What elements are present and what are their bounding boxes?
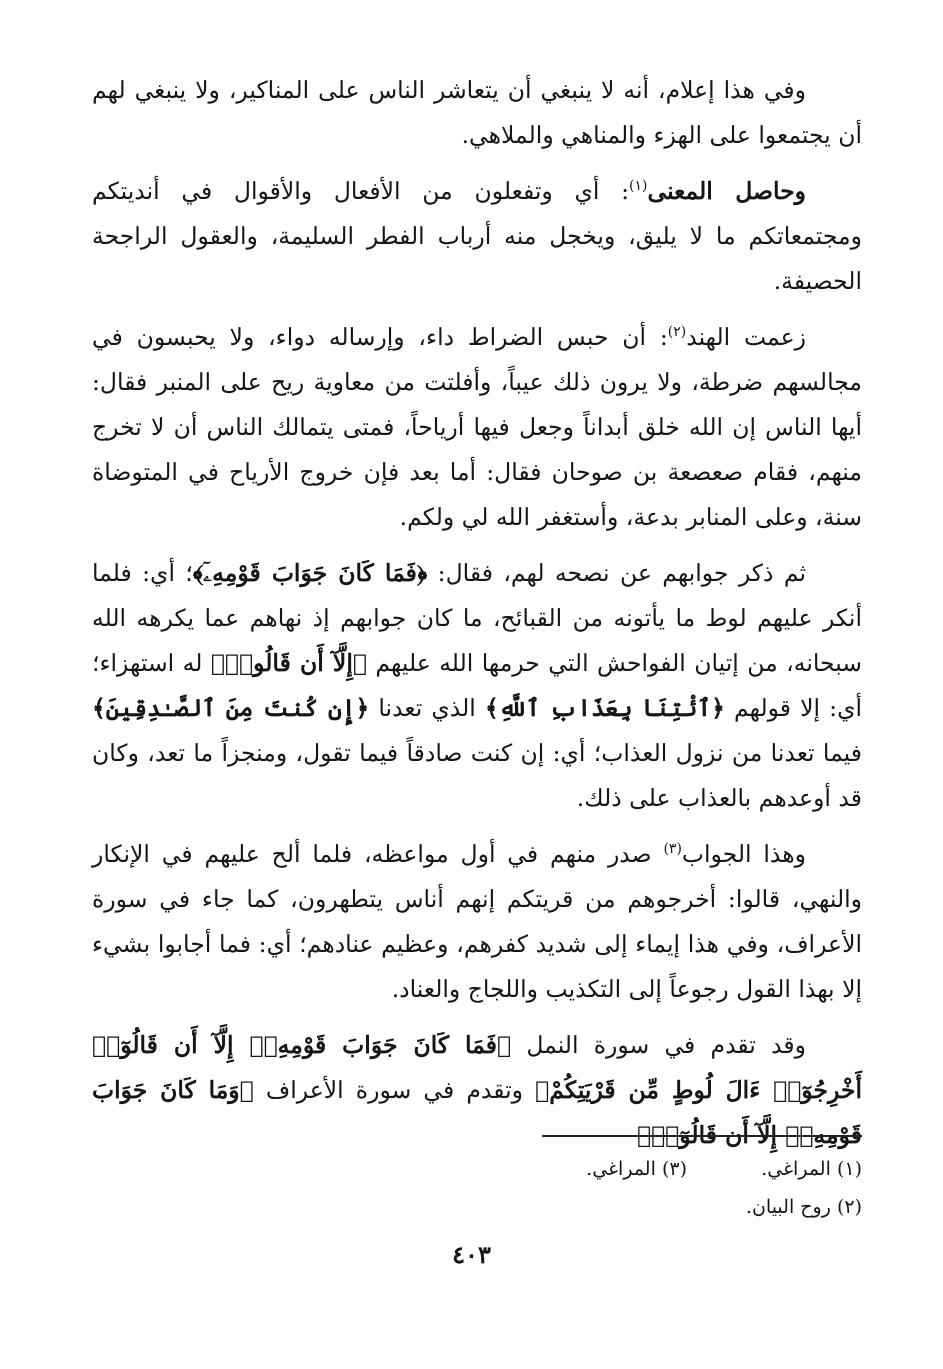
footnote-3: [512, 1150, 687, 1188]
footnote-ref-2: (٢): [667, 324, 687, 341]
page-body: [92, 68, 862, 1169]
footnote-number: (١): [836, 1158, 862, 1180]
paragraph-5-text: صدر منهم في أول مواعظه، فلما ألح عليهم في الإنكار والنهي، قالوا: أخرجوهم من قريتكم إنهم أناس يتطهرون، كما جاء في سورة الأعراف، وفي هذا إيماء إلى شديد كفرهم، وعظيم عنادهم؛ أي: فما أجابوا بشيء إلا بهذا القول رجوعاً إلى التكذيب واللجاج والعناد.: [92, 840, 862, 1003]
paragraph-6: [92, 1023, 862, 1158]
quran-quote: ﴿إِلَّآ أَن قَالُوا۟﴾: [210, 649, 367, 677]
footnote-text: المراغي.: [761, 1158, 831, 1180]
paragraph-4-text-1: ثم ذكر جوابهم عن نصحه لهم، فقال:: [427, 559, 806, 587]
footnote-text: المراغي.: [586, 1158, 656, 1180]
paragraph-6-text-2: وتقدم في سورة الأعراف: [253, 1076, 536, 1104]
footnote-number: (٣): [661, 1158, 687, 1180]
footnote-ref-3: (٣): [663, 841, 682, 858]
paragraph-3-text: : أن حبس الضراط داء، وإرساله دواء، ولا يحبسون في مجالسهم ضرطة، ولا يرون ذلك عيباً، وأفلتت من معاوية ريح على المنبر فقال: أيها الناس إن الله خلق أبداناً وجعل فيها أرياحاً، فمتى يتمالك الناس أن لا تخرج منهم، فقام صعصعة بن صوحان فقال: أما بعد فإن خروج الأرياح في المتوضاة سنة، وعلى المنابر بدعة، وأستغفر الله لي ولكم.: [92, 323, 862, 531]
paragraph-4: [92, 551, 862, 821]
footnote-1: [687, 1150, 862, 1188]
quran-quote: ﴿وَمَا كَانَ جَوَابَ قَوْمِهِۦٓ إِلَّآ أَن قَالُوٓا۟﴾: [92, 1076, 862, 1149]
quran-quote: ﴿ٱئْتِنَا بِعَذَابِ ٱللَّهِ﴾: [484, 694, 725, 722]
paragraph-4-text-5: فيما تعدنا من نزول العذاب؛ أي: إن كنت صادقاً فيما تقول، ومنجزاً ما تعد، وكان قد أوعدهم بالعذاب على ذلك.: [92, 739, 862, 812]
footnote-row: [92, 1150, 862, 1188]
paragraph-2: [92, 169, 862, 304]
paragraph-5: [92, 832, 862, 1012]
paragraph-6-text-1: وقد تقدم في سورة النمل: [511, 1031, 806, 1059]
footnote-text: روح البيان.: [745, 1196, 831, 1218]
paragraph-1: وفي هذا إعلام، أنه لا ينبغي أن يتعاشر الناس على المناكير، ولا ينبغي لهم أن يجتمعوا على الهزء والمناهي والملاهي.: [92, 76, 862, 149]
quran-quote: ﴿إِن كُنتَ مِنَ ٱلصَّـٰدِقِينَ﴾: [92, 694, 370, 722]
footnote-row: [92, 1188, 862, 1226]
footnote-divider: [542, 1135, 862, 1137]
quran-quote: ﴿فَمَا كَانَ جَوَابَ قَوْمِهِۦٓ إِلَّآ أَن قَالُوٓا۟ أَخْرِجُوٓا۟ ءَالَ لُوطٍ مِّن قَرْيَتِكُمْ﴾: [92, 1031, 862, 1104]
paragraph-4-text-2: ؛ أي: فلما أنكر عليهم لوط ما يأتونه من القبائح، ما كان جوابهم إذ نهاهم عما يكرهه الله سبحانه، من إتيان الفواحش التي حرمها الله عليهم: [92, 559, 863, 677]
footnote-ref-1: (١): [629, 178, 648, 195]
footnotes: [92, 1150, 862, 1226]
paragraph-5-lead: وهذا الجواب: [681, 840, 806, 868]
paragraph-2-text: : أي وتفعلون من الأفعال والأقوال في أنديتكم ومجتمعاتكم ما لا يليق، ويخجل منه أرباب الفطر السليمة، والعقول الراجحة الحصيفة.: [92, 177, 862, 295]
footnote-number: (٢): [836, 1196, 862, 1218]
page-number: ٤٠٣: [452, 1240, 491, 1269]
quran-quote: ﴿فَمَا كَانَ جَوَابَ قَوْمِهِۦٓ﴾: [192, 559, 428, 587]
paragraph-4-text-3: له استهزاء؛ أي: إلا قولهم: [92, 649, 862, 722]
paragraph-3: [92, 315, 862, 540]
paragraph-2-lead: وحاصل المعنى: [647, 177, 806, 205]
paragraph-3-lead: زعمت الهند: [686, 323, 806, 351]
paragraph-4-text-4: الذي تعدنا: [369, 694, 485, 722]
footnote-2: [687, 1188, 862, 1226]
